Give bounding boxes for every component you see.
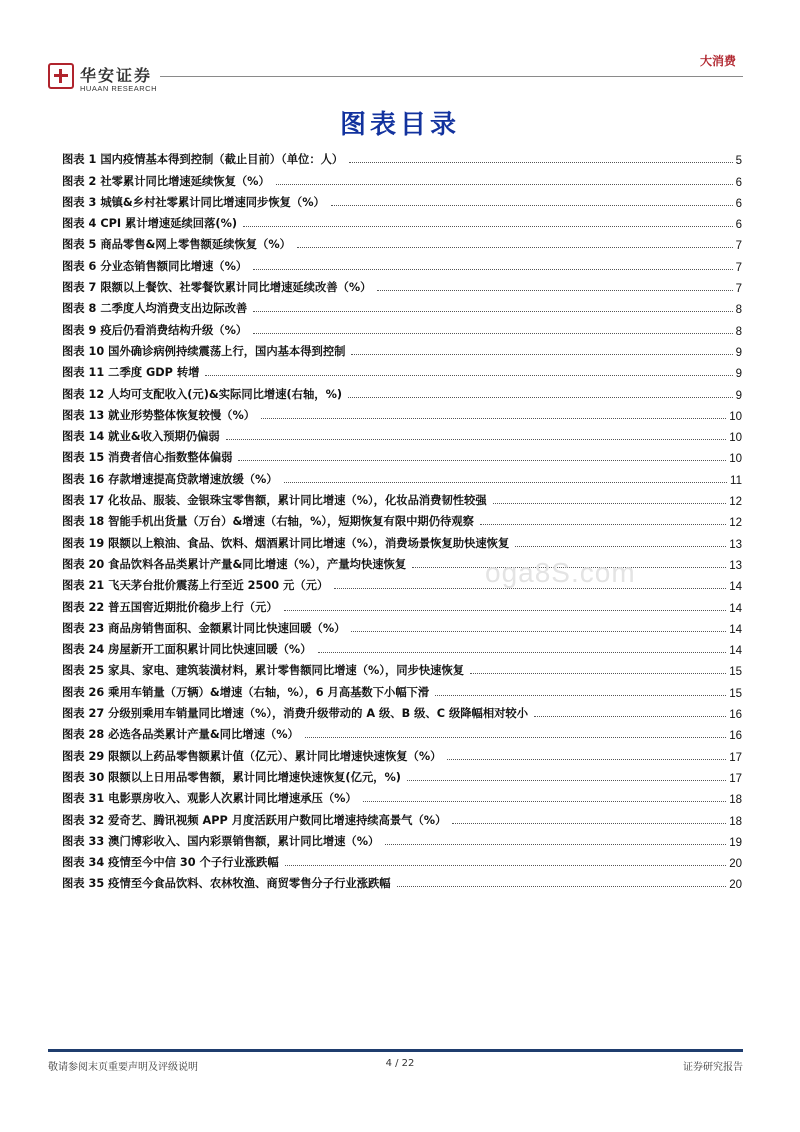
toc-dot-leader (276, 184, 733, 185)
toc-entry-label[interactable]: 图表 12 人均可支配收入(元)&实际同比增速(右轴，%) (62, 387, 343, 401)
toc-dot-leader (447, 759, 726, 760)
toc-entry-label[interactable]: 图表 1 国内疫情基本得到控制（截止目前）（单位：人） (62, 153, 344, 167)
toc-list (62, 146, 742, 891)
toc-entry[interactable] (62, 316, 742, 337)
toc-entry[interactable] (62, 551, 742, 572)
toc-entry-page[interactable]: 6 (735, 176, 742, 189)
toc-entry[interactable] (62, 806, 742, 827)
toc-entry[interactable] (62, 657, 742, 678)
footer-divider (48, 1049, 743, 1052)
toc-entry-label[interactable]: 图表 2 社零累计同比增速延续恢复（%） (62, 174, 270, 188)
toc-entry-label[interactable]: 图表 34 疫情至今中信 30 个子行业涨跌幅 (62, 856, 279, 870)
toc-entry[interactable] (62, 146, 742, 167)
toc-entry-label[interactable]: 图表 4 CPI 累计增速延续回落(%) (62, 217, 238, 231)
toc-entry[interactable] (62, 444, 742, 465)
toc-dot-leader (385, 844, 726, 845)
toc-entry[interactable] (62, 572, 742, 593)
toc-entry[interactable] (62, 615, 742, 636)
toc-entry-page[interactable]: 12 (729, 517, 742, 530)
toc-entry-page[interactable]: 7 (735, 240, 742, 253)
toc-entry-page[interactable]: 10 (729, 453, 742, 466)
toc-entry-label[interactable]: 图表 11 二季度 GDP 转增 (62, 366, 200, 380)
toc-entry[interactable] (62, 678, 742, 699)
toc-dot-leader (348, 397, 733, 398)
toc-dot-leader (305, 737, 726, 738)
toc-entry-page[interactable]: 10 (729, 432, 742, 445)
toc-entry[interactable] (62, 742, 742, 763)
toc-entry[interactable] (62, 338, 742, 359)
toc-entry[interactable] (62, 295, 742, 316)
toc-title: 图表目录 (339, 110, 460, 140)
toc-entry-label[interactable]: 图表 25 家具、家电、建筑装潢材料，累计零售额同比增速（%），同步快速恢复 (62, 664, 465, 678)
toc-entry-page[interactable]: 18 (729, 815, 742, 828)
toc-entry-page[interactable]: 13 (729, 538, 742, 551)
toc-entry[interactable] (62, 402, 742, 423)
toc-entry[interactable] (62, 487, 742, 508)
huaan-logo-icon (48, 63, 74, 89)
toc-entry-label[interactable]: 图表 23 商品房销售面积、金额累计同比快速回暖（%） (62, 621, 346, 635)
toc-entry[interactable] (62, 636, 742, 657)
toc-dot-leader (205, 375, 732, 376)
toc-entry[interactable] (62, 380, 742, 401)
toc-dot-leader (349, 162, 732, 163)
toc-dot-leader (318, 652, 727, 653)
toc-dot-leader (351, 631, 726, 632)
toc-entry-label[interactable]: 图表 29 限额以上药品零售额累计值（亿元）、累计同比增速快速恢复（%） (62, 749, 442, 763)
toc-entry[interactable] (62, 828, 742, 849)
toc-entry-label[interactable]: 图表 17 化妆品、服装、金银珠宝零售额，累计同比增速（%），化妆品消费韧性较强 (62, 494, 487, 508)
toc-entry-label[interactable]: 图表 30 限额以上日用品零售额，累计同比增速快速恢复(亿元，%) (62, 770, 401, 784)
toc-entry-label[interactable]: 图表 13 就业形势整体恢复较慢（%） (62, 408, 256, 422)
toc-entry-page[interactable]: 18 (729, 794, 742, 807)
toc-entry-page[interactable]: 10 (729, 410, 742, 423)
toc-entry[interactable] (62, 210, 742, 231)
footer-report-type: 证券研究报告 (683, 1062, 743, 1073)
toc-entry[interactable] (62, 529, 742, 550)
toc-entry-label[interactable]: 图表 33 澳门博彩收入、国内彩票销售额，累计同比增速（%） (62, 834, 380, 848)
toc-dot-leader (261, 418, 726, 419)
toc-dot-leader (238, 460, 726, 461)
toc-dot-leader (253, 311, 732, 312)
toc-dot-leader (226, 439, 726, 440)
toc-dot-leader (407, 780, 726, 781)
toc-entry-page[interactable]: 7 (735, 283, 742, 296)
toc-dot-leader (334, 588, 726, 589)
toc-entry-label[interactable]: 图表 7 限额以上餐饮、社零餐饮累计同比增速延续改善（%） (62, 281, 372, 295)
toc-entry[interactable] (62, 721, 742, 742)
toc-entry-page[interactable]: 16 (729, 709, 742, 722)
toc-dot-leader (377, 290, 732, 291)
toc-entry-page[interactable]: 6 (735, 219, 742, 232)
footer-disclaimer: 敬请参阅末页重要声明及评级说明 (48, 1062, 198, 1073)
toc-entry-label[interactable]: 图表 14 就业&收入预期仍偏弱 (62, 430, 220, 444)
toc-entry-label[interactable]: 图表 32 爱奇艺、腾讯视频 APP 月度活跃用户数同比增速持续高景气（%） (62, 813, 447, 827)
page-header (0, 0, 800, 100)
toc-dot-leader (284, 482, 727, 483)
toc-entry-page[interactable]: 17 (729, 772, 742, 785)
toc-entry-page[interactable]: 17 (729, 751, 742, 764)
toc-dot-leader (480, 524, 726, 525)
toc-dot-leader (412, 567, 726, 568)
toc-dot-leader (493, 503, 727, 504)
toc-entry-label[interactable]: 图表 18 智能手机出货量（万台）&增速（右轴，%），短期恢复有限中期仍待观察 (62, 515, 474, 529)
logo-text: 华安证券 (80, 66, 153, 85)
toc-dot-leader (363, 801, 726, 802)
toc-entry-page[interactable]: 9 (735, 346, 742, 359)
toc-dot-leader (243, 226, 733, 227)
toc-dot-leader (397, 886, 727, 887)
toc-entry-label[interactable]: 图表 8 二季度人均消费支出边际改善 (62, 302, 248, 316)
toc-entry-label[interactable]: 图表 6 分业态销售额同比增速（%） (62, 259, 248, 273)
toc-dot-leader (452, 823, 726, 824)
toc-entry-label[interactable]: 图表 26 乘用车销量（万辆）&增速（右轴，%），6 月高基数下小幅下滑 (62, 685, 430, 699)
toc-entry-page[interactable]: 14 (729, 581, 742, 594)
toc-entry[interactable] (62, 849, 742, 870)
toc-entry-page[interactable]: 12 (729, 496, 742, 509)
toc-dot-leader (331, 205, 733, 206)
footer-page-number: 4 / 22 (385, 1058, 415, 1069)
toc-entry-label[interactable]: 图表 24 房屋新开工面积累计同比快速回暖（%） (62, 643, 312, 657)
toc-dot-leader (285, 865, 727, 866)
toc-entry-page[interactable]: 8 (735, 304, 742, 317)
toc-entry-label[interactable]: 图表 10 国外确诊病例持续震荡上行，国内基本得到控制 (62, 344, 346, 358)
toc-entry-page[interactable]: 15 (729, 687, 742, 700)
toc-entry-page[interactable]: 14 (729, 645, 742, 658)
toc-entry-page[interactable]: 13 (729, 559, 742, 572)
toc-entry[interactable] (62, 870, 742, 891)
toc-entry-page[interactable]: 7 (735, 261, 742, 274)
toc-entry-label[interactable]: 图表 28 必选各品类累计产量&同比增速（%） (62, 728, 299, 742)
toc-dot-leader (284, 610, 727, 611)
toc-entry-label[interactable]: 图表 21 飞天茅台批价震荡上行至近 2500 元（元） (62, 579, 329, 593)
toc-entry-label[interactable]: 图表 27 分级别乘用车销量同比增速（%），消费升级带动的 A 级、B 级、C 级降幅相对较小 (62, 707, 529, 721)
toc-entry-label[interactable]: 图表 5 商品零售&网上零售额延续恢复（%） (62, 238, 291, 252)
toc-entry-label[interactable]: 图表 15 消费者信心指数整体偏弱 (62, 451, 233, 465)
toc-entry[interactable] (62, 359, 742, 380)
toc-entry[interactable] (62, 189, 742, 210)
toc-entry-page[interactable]: 14 (729, 602, 742, 615)
toc-entry[interactable] (62, 764, 742, 785)
logo-subtext: HUAAN RESEARCH (80, 84, 158, 93)
toc-dot-leader (253, 269, 732, 270)
toc-entry-page[interactable]: 8 (735, 325, 742, 338)
toc-entry-page[interactable]: 19 (729, 836, 742, 849)
toc-entry-label[interactable]: 图表 22 普五国窖近期批价稳步上行（元） (62, 600, 278, 614)
toc-entry-page[interactable]: 16 (729, 730, 742, 743)
toc-entry-page[interactable]: 9 (735, 389, 742, 402)
toc-entry[interactable] (62, 700, 742, 721)
toc-entry[interactable] (62, 423, 742, 444)
toc-dot-leader (534, 716, 726, 717)
toc-dot-leader (515, 546, 726, 547)
toc-entry-page[interactable]: 5 (735, 155, 742, 168)
toc-entry-label[interactable]: 图表 35 疫情至今食品饮料、农林牧渔、商贸零售分子行业涨跌幅 (62, 877, 391, 891)
toc-entry-label[interactable]: 图表 16 存款增速提高贷款增速放缓（%） (62, 472, 278, 486)
toc-entry-label[interactable]: 图表 19 限额以上粮油、食品、饮料、烟酒累计同比增速（%），消费场景恢复助快速恢复 (62, 536, 510, 550)
toc-entry-page[interactable]: 14 (729, 623, 742, 636)
toc-entry[interactable] (62, 465, 742, 486)
toc-entry-page[interactable]: 20 (729, 879, 742, 892)
toc-entry[interactable] (62, 785, 742, 806)
toc-dot-leader (253, 333, 732, 334)
toc-entry-page[interactable]: 15 (729, 666, 742, 679)
toc-entry-page[interactable]: 6 (735, 197, 742, 210)
toc-entry-label[interactable]: 图表 9 疫后仍看消费结构升级（%） (62, 323, 248, 337)
toc-dot-leader (351, 354, 732, 355)
toc-entry[interactable] (62, 593, 742, 614)
watermark: oga8S.com (485, 557, 636, 588)
toc-dot-leader (470, 673, 726, 674)
toc-entry-label[interactable]: 图表 3 城镇&乡村社零累计同比增速同步恢复（%） (62, 195, 325, 209)
toc-entry-label[interactable]: 图表 31 电影票房收入、观影人次累计同比增速承压（%） (62, 792, 357, 806)
toc-entry[interactable] (62, 508, 742, 529)
toc-entry[interactable] (62, 167, 742, 188)
toc-entry[interactable] (62, 274, 742, 295)
toc-entry-page[interactable]: 11 (730, 474, 742, 487)
toc-entry[interactable] (62, 231, 742, 252)
header-category: 大消费 (699, 54, 736, 68)
toc-entry-label[interactable]: 图表 20 食品饮料各品类累计产量&同比增速（%），产量均快速恢复 (62, 557, 407, 571)
toc-dot-leader (435, 695, 726, 696)
toc-entry-page[interactable]: 9 (735, 368, 742, 381)
toc-entry-page[interactable]: 20 (729, 858, 742, 871)
toc-entry[interactable] (62, 252, 742, 273)
toc-dot-leader (297, 247, 733, 248)
header-divider (160, 76, 743, 77)
